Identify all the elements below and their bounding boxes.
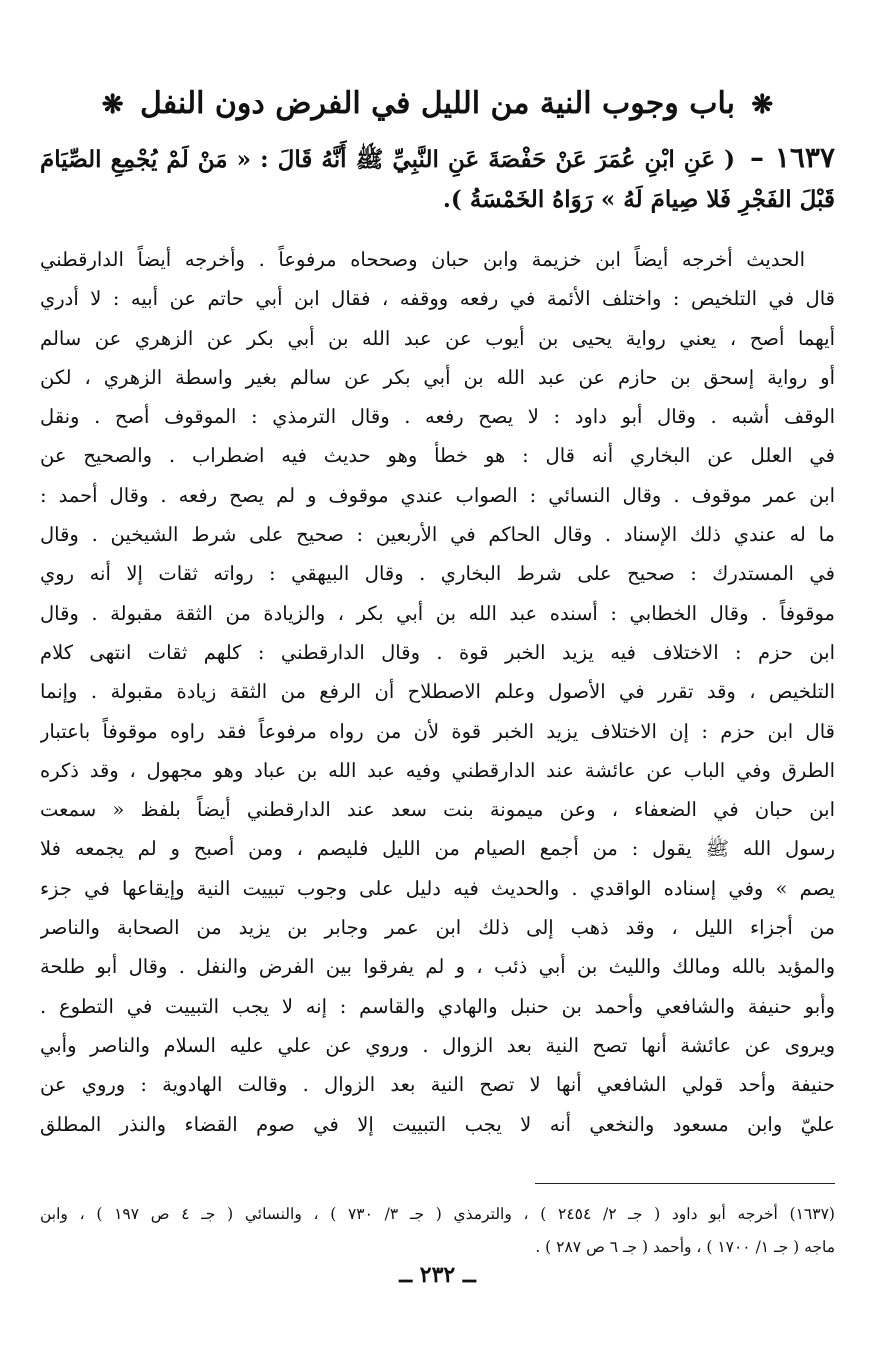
commentary-line: حنيفة وأحد قولي الشافعي أنها لا تصح النية بعد الزوال . وقالت الهادوية : وروي عن (40, 1073, 835, 1097)
star-ornament-icon: ❋ (751, 90, 774, 120)
commentary-line: التلخيص ، وقد تقرر في الأصول وعلم الاصطلاح أن الرفع من الثقة زيادة مقبولة . وإنما (40, 680, 835, 704)
commentary-line: ابن حزم : الاختلاف فيه يزيد الخبر قوة . وقال الدارقطني : كلهم ثقات انتهى كلام (40, 640, 835, 664)
commentary-line: أو رواية إسحق بن حازم عن عبد الله بن أبي بكر عن سالم بغير واسطة الزهري ، لكن (40, 365, 835, 389)
commentary-line: الطرق وفي الباب عن عائشة عند الدارقطني وفيه عبد الله بن عباد وهو مجهول ، وقد ذكره (40, 758, 835, 782)
chapter-title-text: باب وجوب النية من الليل في الفرض دون النفل (140, 86, 735, 121)
hadith-number: ١٦٣٧ – (750, 141, 835, 174)
footnote-line: (١٦٣٧) أخرجه أبو داود ( جـ ٢/ ٢٤٥٤ ) ، والترمذي ( جـ ٣/ ٧٣٠ ) ، والنسائي ( جـ ٤ ص ١٩٧ ) ، وابن (40, 1205, 835, 1223)
commentary-line: عليّ وابن مسعود والنخعي أنه لا يجب التبييت إلا في صوم القضاء والنذر المطلق (40, 1112, 835, 1136)
commentary-line: قال في التلخيص : واختلف الأئمة في رفعه ووقفه ، فقال ابن أبي حاتم عن أبيه : لا أدري (40, 287, 835, 311)
commentary-line: في المستدرك : صحيح على شرط البخاري . وقال البيهقي : رواته ثقات إلا أنه روي (40, 562, 835, 586)
commentary-line: رسول الله ﷺ يقول : من أجمع الصيام من الليل فليصم ، ومن أصبح و لم يجمعه فلا (40, 837, 835, 861)
hadith-block (40, 138, 835, 220)
chapter-title (40, 84, 835, 125)
commentary-line: قال ابن حزم : إن الاختلاف يزيد الخبر قوة لأن من رواه مرفوعاً فقد راوه موقوفاً باعتبار (40, 719, 835, 743)
page-number: ــ ٢٣٢ ــ (399, 1262, 476, 1288)
commentary-line: ما له عندي ذلك الإسناد . وقال الحاكم في الأربعين : صحيح على شرط الشيخين . وقال (40, 523, 835, 547)
commentary-line: ويروى عن عائشة أنها تصح النية بعد الزوال . وروي عن علي عليه السلام والناصر وأبي (40, 1033, 835, 1057)
commentary-line: الوقف أشبه . وقال أبو داود : لا يصح رفعه . وقال الترمذي : الموقوف أصح . ونقل (40, 405, 835, 429)
footnotes (40, 1198, 835, 1264)
commentary-line: في العلل عن البخاري أنه قال : هو خطأ وهو حديث فيه اضطراب . والصحيح عن (40, 444, 835, 468)
commentary-line: من أجزاء الليل ، وقد ذهب إلى ذلك ابن عمر وجابر بن يزيد من الصحابة والناصر (40, 916, 835, 940)
commentary-line: الحديث أخرجه أيضاً ابن خزيمة وابن حبان وصححاه مرفوعاً . وأخرجه أيضاً الدارقطني (40, 248, 805, 271)
footnote-divider (535, 1183, 835, 1184)
commentary-line: يصم » وفي إسناده الواقدي . والحديث فيه دليل على وجوب تبييت النية وإيقاعها في جزء (40, 876, 835, 900)
commentary-line: والمؤيد بالله ومالك والليث بن أبي ذئب ، و لم يفرقوا بين الفرض والنفل . وقال أبو طلحة (40, 955, 835, 979)
star-ornament-icon: ❋ (101, 90, 124, 120)
hadith-text: ( عَنِ ابْنِ عُمَرَ عَنْ حَفْصَةَ عَنِ النَّبِيِّ ﷺ أَنَّهُ قَالَ : « مَنْ لَمْ يُجْمِعِ الصِّيَامَ قَبْلَ الفَجْرِ فَلا صِيامَ لَهُ » رَوَاهُ الخَمْسَةُ ). (40, 146, 835, 213)
commentary-line: ابن حبان في الضعفاء ، وعن ميمونة بنت سعد عند الدارقطني أيضاً بلفظ « سمعت (40, 798, 835, 822)
commentary-line: وأبو حنيفة والشافعي وأحمد بن حنبل والهادي والقاسم : إنه لا يجب التبييت في التطوع . (40, 994, 835, 1018)
footnote-line: ماجه ( جـ ١/ ١٧٠٠ ) ، وأحمد ( جـ ٦ ص ٢٨٧ ) . (535, 1238, 835, 1256)
commentary-line: أيهما أصح ، يعني رواية يحيى بن أيوب عن عبد الله بن أبي بكر عن الزهري عن سالم (40, 326, 835, 350)
commentary-body (40, 240, 835, 1144)
book-page (40, 0, 835, 1364)
commentary-line: ابن عمر موقوف . وقال النسائي : الصواب عندي موقوف و لم يصح رفعه . وقال أحمد : (40, 483, 835, 507)
commentary-line: موقوفاً . وقال الخطابي : أسنده عبد الله بن أبي بكر ، والزيادة من الثقة مقبولة . وقال (40, 601, 835, 625)
